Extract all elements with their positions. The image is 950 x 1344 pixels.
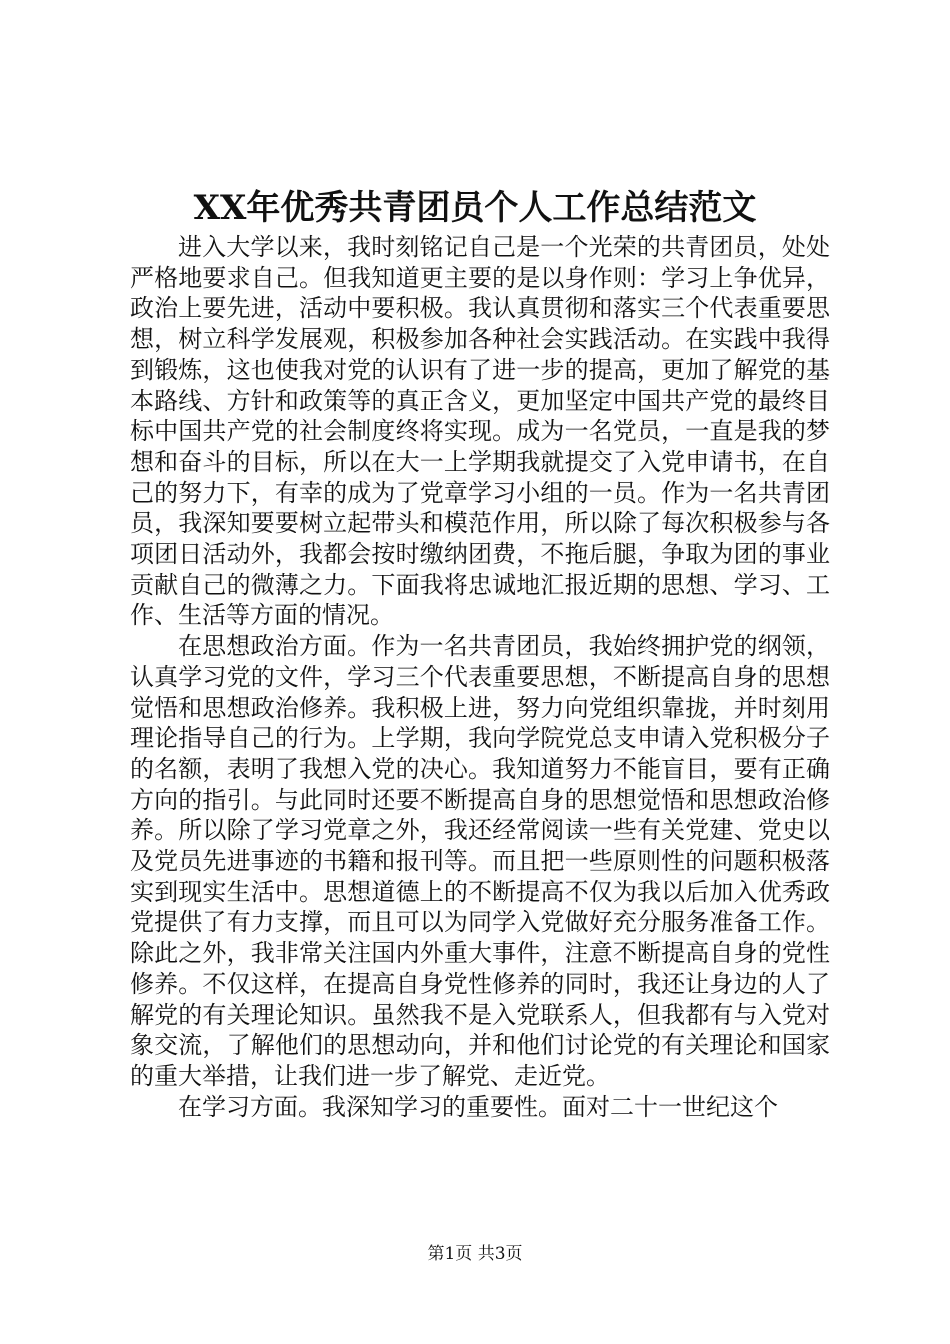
document-title: XX年优秀共青团员个人工作总结范文 — [193, 188, 757, 228]
page-footer-indicator: 第1页 共3页 — [427, 1244, 523, 1264]
paragraph-study: 在学习方面。我深知学习的重要性。面对二十一世纪这个 — [178, 1092, 778, 1121]
paragraph-introduction: 进入大学以来，我时刻铭记自己是一个光荣的共青团员，处处严格地要求自己。但我知道更主要的是以身作则：学习上争优异，政治上要先进，活动中要积极。我认真贯彻和落实三个代表重要思想，树立科学发展观，积极参加各种社会实践活动。在实践中我得到锻炼，这也使我对党的认识有了进一步的提高，更加了解党的基本路线、方针和政策等的真正含义，更加坚定中国共产党的最终目标中国共产党的社会制度终将实现。成为一名党员，一直是我的梦想和奋斗的目标，所以在大一上学期我就提交了入党申请书，在自己的努力下，有幸的成为了党章学习小组的一员。作为一名共青团员，我深知要要树立起带头和模范作用，所以除了每次积极参与各项团日活动外，我都会按时缴纳团费，不拖后腿，争取为团的事业贡献自己的微薄之力。下面我将忠诚地汇报近期的思想、学习、工作、生活等方面的情况。 — [130, 233, 830, 630]
paragraph-political-thought: 在思想政治方面。作为一名共青团员，我始终拥护党的纲领，认真学习党的文件，学习三个代表重要思想，不断提高自身的思想觉悟和思想政治修养。我积极上进，努力向党组织靠拢，并时刻用理论指导自己的行为。上学期，我向学院党总支申请入党积极分子的名额，表明了我想入党的决心。我知道努力不能盲目，要有正确方向的指引。与此同时还要不断提高自身的思想觉悟和思想政治修养。所以除了学习党章之外，我还经常阅读一些有关党建、党史以及党员先进事迹的书籍和报刊等。而且把一些原则性的问题积极落实到现实生活中。思想道德上的不断提高不仅为我以后加入优秀政党提供了有力支撑，而且可以为同学入党做好充分服务准备工作。除此之外，我非常关注国内外重大事件，注意不断提高自身的党性修养。不仅这样，在提高自身党性修养的同时，我还让身边的人了解党的有关理论知识。虽然我不是入党联系人，但我都有与入党对象交流，了解他们的思想动向，并和他们讨论党的有关理论和国家的重大举措，让我们进一步了解党、走近党。 — [130, 632, 830, 1090]
document-body — [130, 232, 830, 1122]
